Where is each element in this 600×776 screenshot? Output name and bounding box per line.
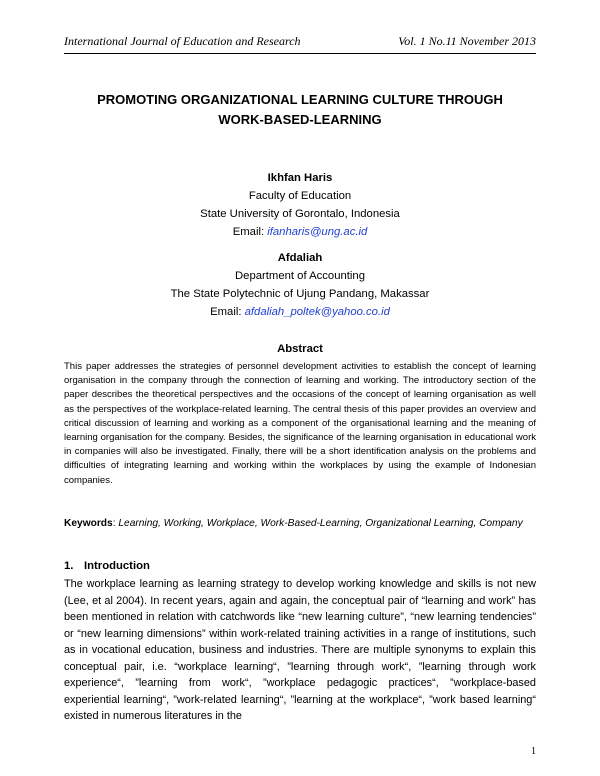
section-title: Introduction [84, 560, 150, 572]
author-department: Faculty of Education [248, 190, 352, 202]
email-label: Email: [210, 306, 245, 318]
keywords-list: Learning, Working, Workplace, Work-Based-Learning, Organizational Learning, Company [118, 518, 523, 529]
author-block-2 [64, 249, 536, 321]
title-line-2: WORK-BASED-LEARNING [218, 112, 382, 127]
abstract-text: This paper addresses the strategies of personnel development activities to establish the concept of learning organisation in the company through the connection of learning and working. The introductory section of the paper describes the theoretical perspectives and the occasions of the concept of learning organisation as well as the perspectives of the workplace-related learning. The central thesis of this paper provides an overview and critical discussion of learning and working as a component of the organisational learning and the meaning of learning organisation for the company. Besides, the significance of the learning organisation in educational work in companies will also be investigated. Finally, there will be a short identification analysis on the problems and difficulties of integrating learning and working within the workplaces by using the example of Indonesian companies. [64, 361, 536, 486]
running-header [64, 34, 536, 52]
keywords-label: Keywords [64, 518, 113, 529]
title-line-1: PROMOTING ORGANIZATIONAL LEARNING CULTURE THROUGH [97, 92, 503, 107]
section-heading-introduction [64, 560, 150, 572]
author-email-link[interactable]: ifanharis@ung.ac.id [267, 226, 368, 238]
author-email-line [64, 303, 536, 321]
author-email-link[interactable]: afdaliah_poltek@yahoo.co.id [244, 306, 390, 318]
author-email-line [64, 223, 536, 241]
abstract-heading: Abstract [277, 343, 323, 355]
author-block-1 [64, 169, 536, 241]
journal-name: International Journal of Education and Research [64, 34, 301, 48]
keywords-separator: : [112, 518, 119, 529]
author-name: Ikhfan Haris [267, 172, 333, 184]
author-institution: State University of Gorontalo, Indonesia [200, 208, 400, 220]
author-department: Department of Accounting [235, 270, 365, 282]
author-name: Afdaliah [277, 252, 323, 264]
author-institution: The State Polytechnic of Ujung Pandang, Makassar [170, 288, 430, 300]
paper-title [64, 90, 536, 130]
volume-info: Vol. 1 No.11 November 2013 [398, 34, 536, 48]
email-label: Email: [232, 226, 268, 238]
section-number: 1. [64, 560, 74, 572]
header-divider [64, 53, 536, 54]
keywords [64, 516, 536, 531]
page-number: 1 [531, 746, 536, 757]
introduction-text: The workplace learning as learning strategy to develop working knowledge and skills is not new (Lee, et al 2004). In recent years, again and again, the conceptual pair of “learning and work” has been mentioned in relation with catchwords like “new learning culture”, “new learning tendencies” or “new learning dimensions” within work-related training activities in a range of institutions, such as in vocational education, business and industries. There are multiple synonyms to explain this conceptual pair, i.e. “workplace learning“, ”learning through work“, ”learning through work experience“, ”learning from work“, ”workplace pedagogic practices“, ”workplace-based experiential learning“, ”work-related learning“, ”learning at the workplace“, ”work based learning“ existed in numerous literatures in the [64, 578, 536, 722]
